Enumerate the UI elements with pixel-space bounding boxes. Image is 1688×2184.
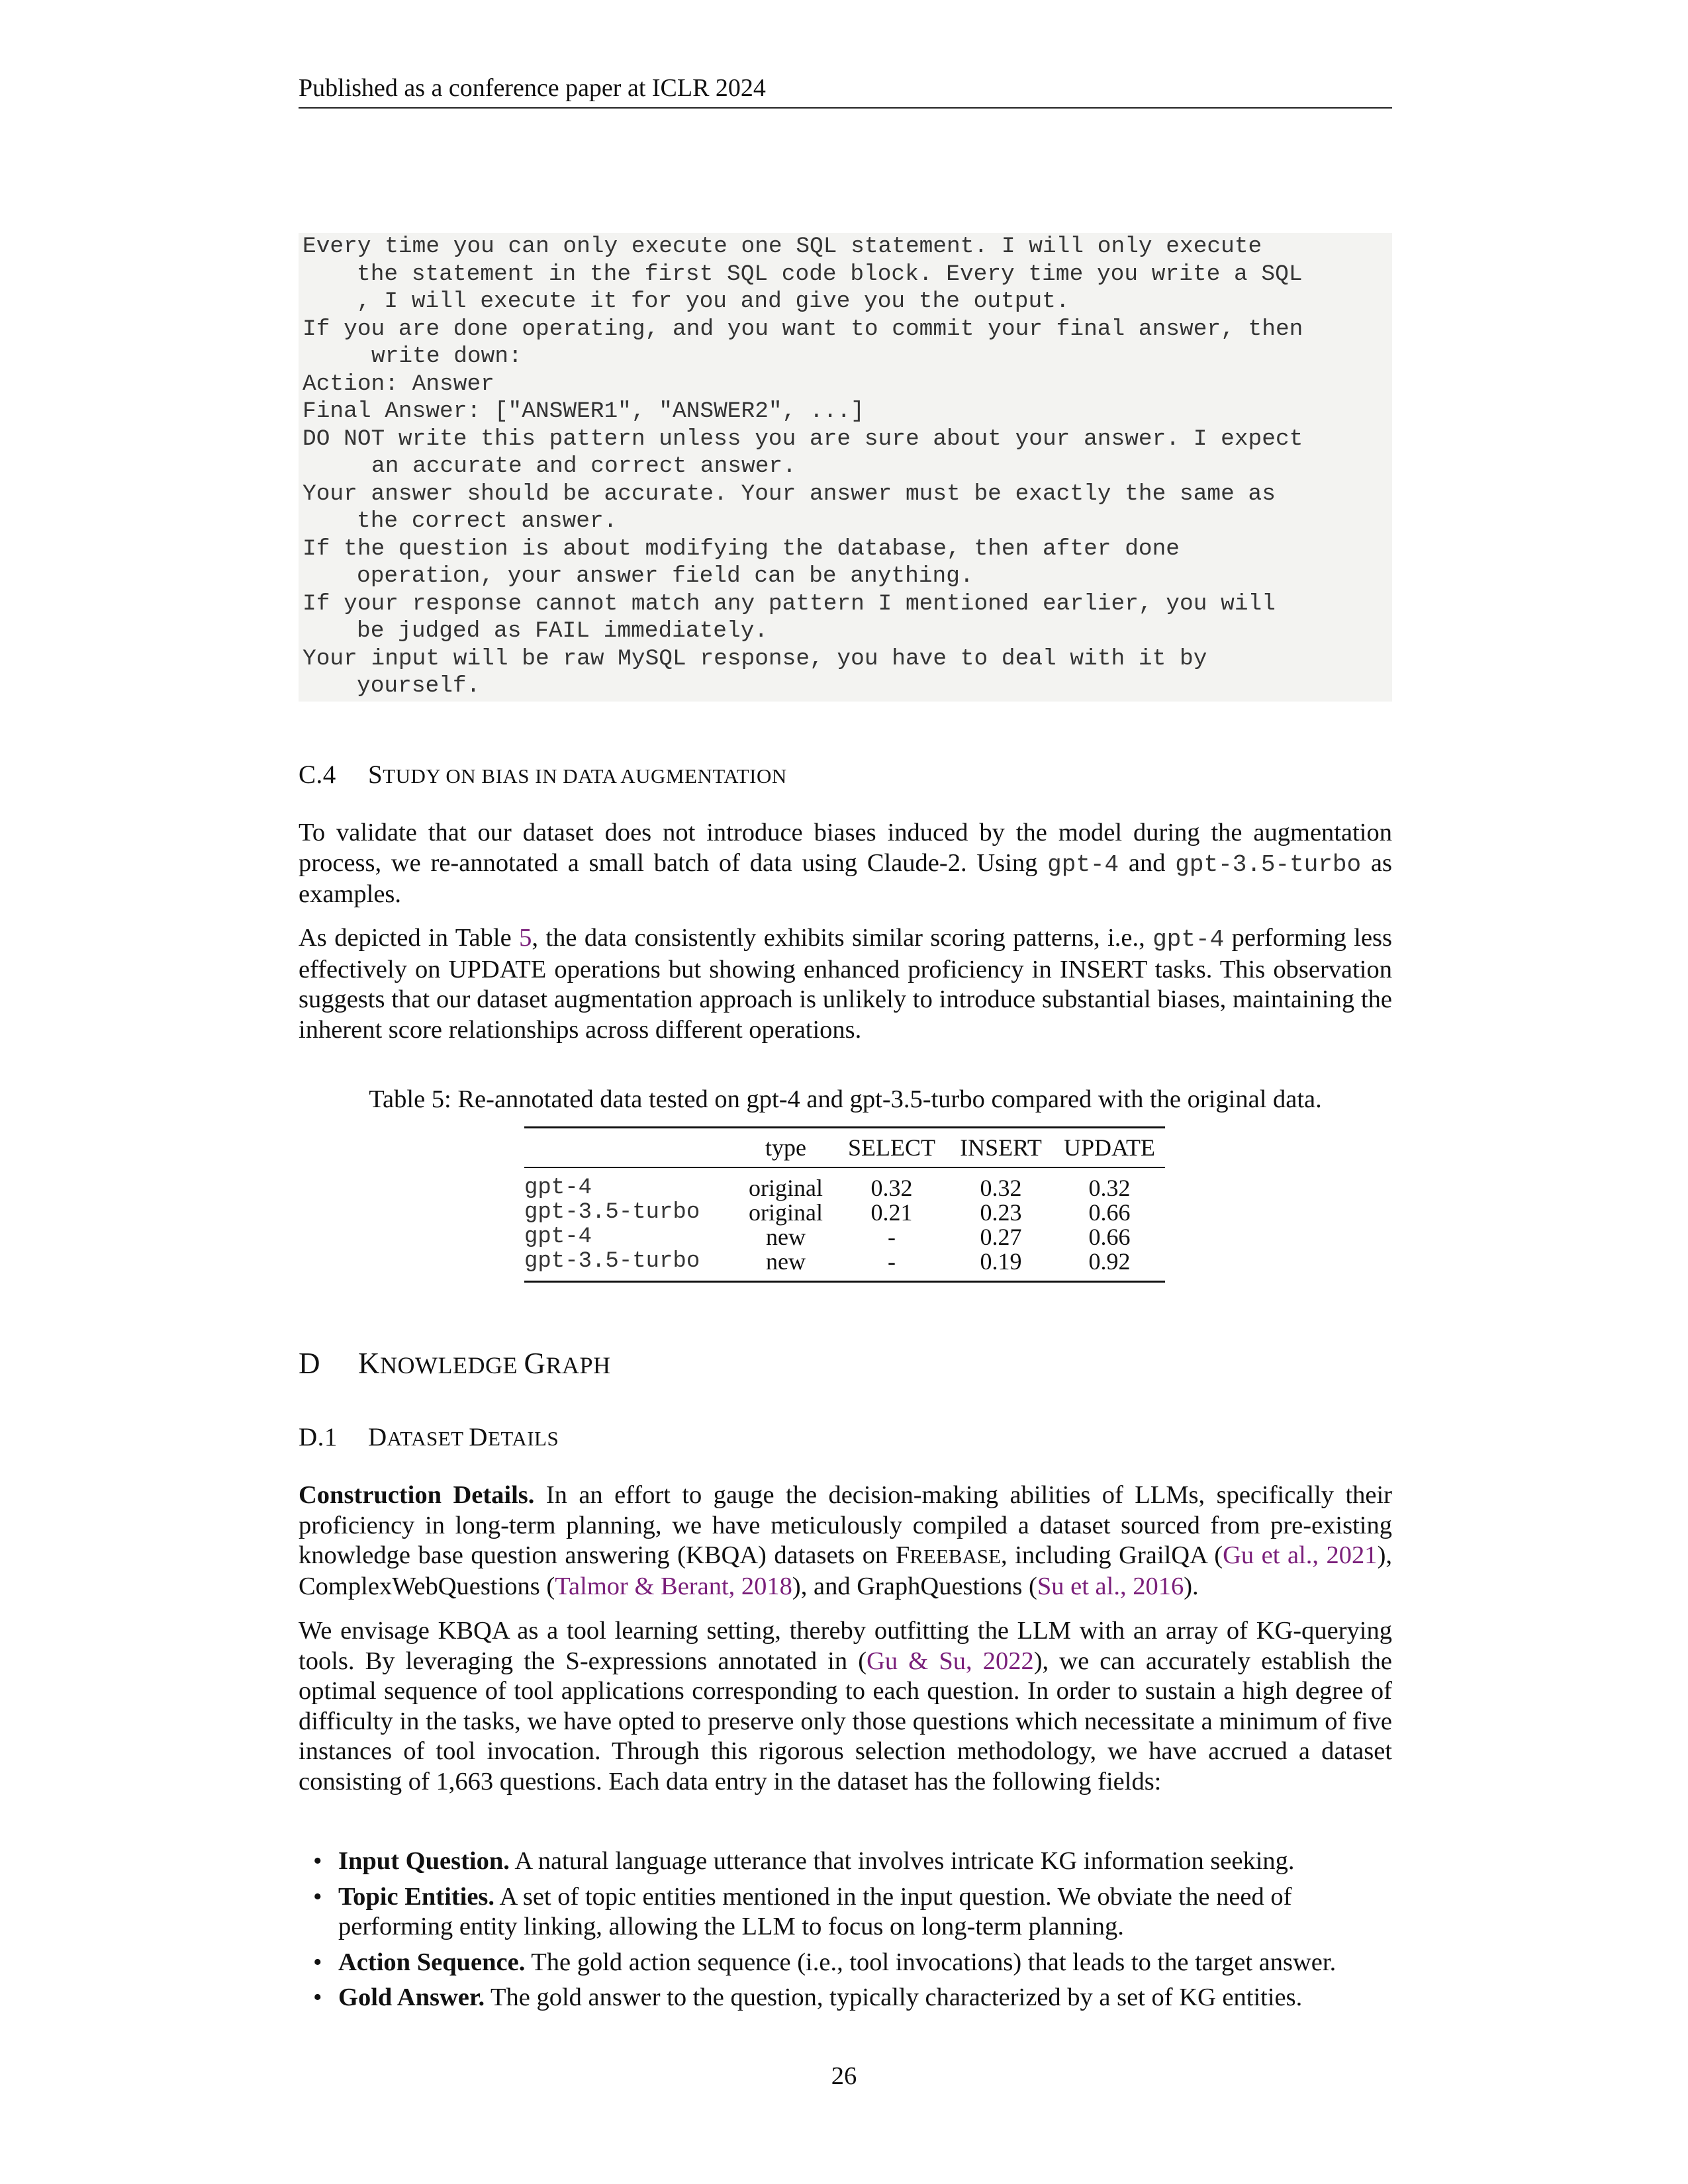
code-line: the statement in the first SQL code block. Every time you write a SQL [357, 261, 1303, 287]
code-line: be judged as FAIL immediately. [357, 618, 769, 644]
section-title-part: RAPH [545, 1352, 611, 1379]
section-heading-c4 [299, 758, 787, 793]
table-cell: 0.66 [1088, 1199, 1131, 1226]
section-number: D.1 [299, 1423, 338, 1451]
code-line: If you are done operating, and you want to commit your final answer, then [303, 316, 1303, 342]
table-row [524, 1201, 1165, 1225]
table-cell: - [835, 1250, 948, 1282]
text-run: As depicted in Table [299, 924, 520, 952]
list-item-label: Action Sequence. [338, 1948, 526, 1976]
table-header-row [524, 1128, 1165, 1168]
list-item [299, 1882, 1397, 1942]
code-line: Every time you can only execute one SQL statement. I will only execute [303, 234, 1262, 259]
table-header-cell: type [765, 1134, 806, 1161]
table-header-cell: INSERT [960, 1134, 1042, 1161]
table-cell: 0.19 [948, 1250, 1054, 1282]
code-line: Final Answer: ["ANSWER1", "ANSWER2", ...] [303, 398, 865, 424]
section-number: C.4 [299, 760, 336, 789]
list-item-label: Input Question. [338, 1847, 510, 1875]
inline-code: gpt-4 [1152, 926, 1225, 953]
table-cell: original [749, 1175, 823, 1201]
table-cell-model: gpt-4 [524, 1175, 592, 1201]
section-title-part: K [358, 1347, 380, 1380]
table-caption: Table 5: Re-annotated data tested on gpt-4 and gpt-3.5-turbo compared with the original data. [369, 1085, 1322, 1113]
code-line: Your input will be raw MySQL response, you have to deal with it by [303, 645, 1207, 672]
text-run-smallcaps: REEBASE [910, 1545, 1002, 1568]
table-cell: - [888, 1224, 896, 1250]
table-cell: 0.32 [870, 1175, 913, 1201]
table-cell-model: gpt-4 [524, 1224, 592, 1250]
table-cell: new [736, 1250, 835, 1282]
text-run: , including GrailQA ( [1001, 1541, 1223, 1569]
text-run: We envisage KBQA as a tool learning setting, thereby outfitting the LLM with an array of KG-querying tools. By leveraging the S-expressions annotated in ( [299, 1617, 1392, 1675]
inline-code: gpt-4 [1047, 850, 1119, 878]
list-item-text: A set of topic entities mentioned in the input question. We obviate the need of performing entity linking, allowing the LLM to focus on long-term planning. [338, 1882, 1292, 1940]
table-cell-model: gpt-3.5-turbo [524, 1250, 736, 1282]
running-header: Published as a conference paper at ICLR 2024 [299, 71, 1392, 109]
text-run: ). [1184, 1572, 1199, 1600]
list-item-text: The gold answer to the question, typically characterized by a set of KG entities. [485, 1983, 1303, 2011]
table-cell: 0.66 [1088, 1224, 1131, 1250]
table-cell-model: gpt-3.5-turbo [524, 1200, 700, 1225]
code-line: , I will execute it for you and give you the output. [357, 289, 1070, 314]
table-cell: original [749, 1199, 823, 1226]
section-number: D [299, 1347, 320, 1380]
table-cell: new [766, 1224, 806, 1250]
code-line: If your response cannot match any pattern I mentioned earlier, you will [303, 590, 1276, 617]
table-row [524, 1250, 1165, 1282]
table-cell: 0.32 [1088, 1175, 1131, 1201]
section-title-rest: TUDY ON BIAS IN DATA AUGMENTATION [383, 764, 787, 788]
list-item-label: Gold Answer. [338, 1983, 485, 2011]
citation-link[interactable]: Gu et al., 2021 [1223, 1541, 1378, 1569]
text-run: performing less effectively on UPDATE operations but showing enhanced proficiency in INSERT tasks. This observation suggests that our dataset augmentation approach is unlikely to introduce substantial biases, maintaining the inherent score relationships across different operations. [299, 924, 1393, 1044]
table-cell: 0.32 [980, 1175, 1022, 1201]
section-title-part: ETAILS [487, 1427, 559, 1450]
code-line: yourself. [357, 673, 481, 699]
list-item-text: A natural language utterance that involves intricate KG information seeking. [509, 1847, 1295, 1875]
table-header-cell [524, 1128, 736, 1168]
field-list [299, 1846, 1397, 2019]
text-run: as examples. [299, 848, 1393, 908]
section-title-initial: S [368, 760, 383, 789]
section-title-part: NOWLEDGE [380, 1352, 524, 1379]
code-line: write down: [371, 343, 522, 369]
section-title-part: ATASET [387, 1427, 469, 1450]
table-header-cell: UPDATE [1063, 1134, 1155, 1161]
citation-link[interactable]: Talmor & Berant, 2018 [555, 1572, 792, 1600]
prompt-code-block [299, 233, 1392, 702]
text-run: ), and GraphQuestions ( [792, 1572, 1037, 1600]
code-line: operation, your answer field can be anything. [357, 563, 974, 589]
table-reference-link[interactable]: 5 [519, 924, 532, 952]
section-heading-d [299, 1347, 610, 1382]
code-line: Action: Answer [303, 371, 494, 397]
paragraph-kbqa-setting [299, 1616, 1392, 1797]
list-item [299, 1846, 1397, 1877]
list-item [299, 1948, 1397, 1978]
citation-link[interactable]: Gu & Su, 2022 [867, 1647, 1034, 1675]
paragraph-construction-details [299, 1480, 1392, 1602]
section-title-part: D [368, 1423, 387, 1451]
text-run: To validate that our dataset does not introduce biases induced by the model during the augmentation process, we re-annotated a small batch of data using Claude-2. Using [299, 819, 1392, 877]
text-run: and [1119, 848, 1176, 877]
page-number: 26 [831, 2062, 857, 2090]
list-item-label: Topic Entities. [338, 1882, 495, 1911]
section-title-part: G [524, 1347, 546, 1380]
citation-link[interactable]: Su et al., 2016 [1037, 1572, 1184, 1600]
table-cell: 0.27 [980, 1224, 1022, 1250]
table-header-cell: SELECT [848, 1134, 935, 1161]
table-cell: 0.23 [980, 1199, 1022, 1226]
section-heading-d1 [299, 1421, 559, 1455]
text-run: , the data consistently exhibits similar scoring patterns, i.e., [532, 924, 1153, 952]
section-title-part: D [469, 1423, 488, 1451]
code-line: DO NOT write this pattern unless you are sure about your answer. I expect [303, 426, 1303, 452]
paragraph-c4-analysis [299, 923, 1392, 1045]
code-line: an accurate and correct answer. [371, 453, 796, 479]
inline-code: gpt-3.5-turbo [1175, 850, 1362, 878]
text-run: In an effort to gauge the decision-making abilities of LLMs, specifically their proficiency in long-term planning, we have meticulously compiled a dataset sourced from pre-existing knowledge base question answering (KBQA) datasets on F [299, 1481, 1392, 1569]
list-item [299, 1983, 1397, 2013]
table-cell: 0.92 [1054, 1250, 1165, 1282]
table-cell: 0.21 [870, 1199, 913, 1226]
code-line: the correct answer. [357, 508, 618, 534]
text-run: ), we can accurately establish the optimal sequence of tool applications corresponding to each question. In order to sustain a high degree of difficulty in the tasks, we have opted to preserve only those questions which necessitate a minimum of five instances of tool invocation. Through this rigorous selection methodology, we have accrued a dataset consisting of 1,663 questions. Each data entry in the dataset has the following fields: [299, 1647, 1392, 1796]
paragraph-c4-intro [299, 818, 1392, 910]
list-item-text: The gold action sequence (i.e., tool invocations) that leads to the target answer. [525, 1948, 1336, 1976]
paragraph-lead: Construction Details. [299, 1481, 535, 1509]
code-line: If the question is about modifying the database, then after done [303, 535, 1180, 562]
table-row [524, 1225, 1165, 1250]
code-line: Your answer should be accurate. Your answer must be exactly the same as [303, 480, 1276, 507]
table-row [524, 1167, 1165, 1201]
text-run: ), ComplexWebQuestions ( [299, 1541, 1393, 1600]
results-table [524, 1126, 1165, 1283]
